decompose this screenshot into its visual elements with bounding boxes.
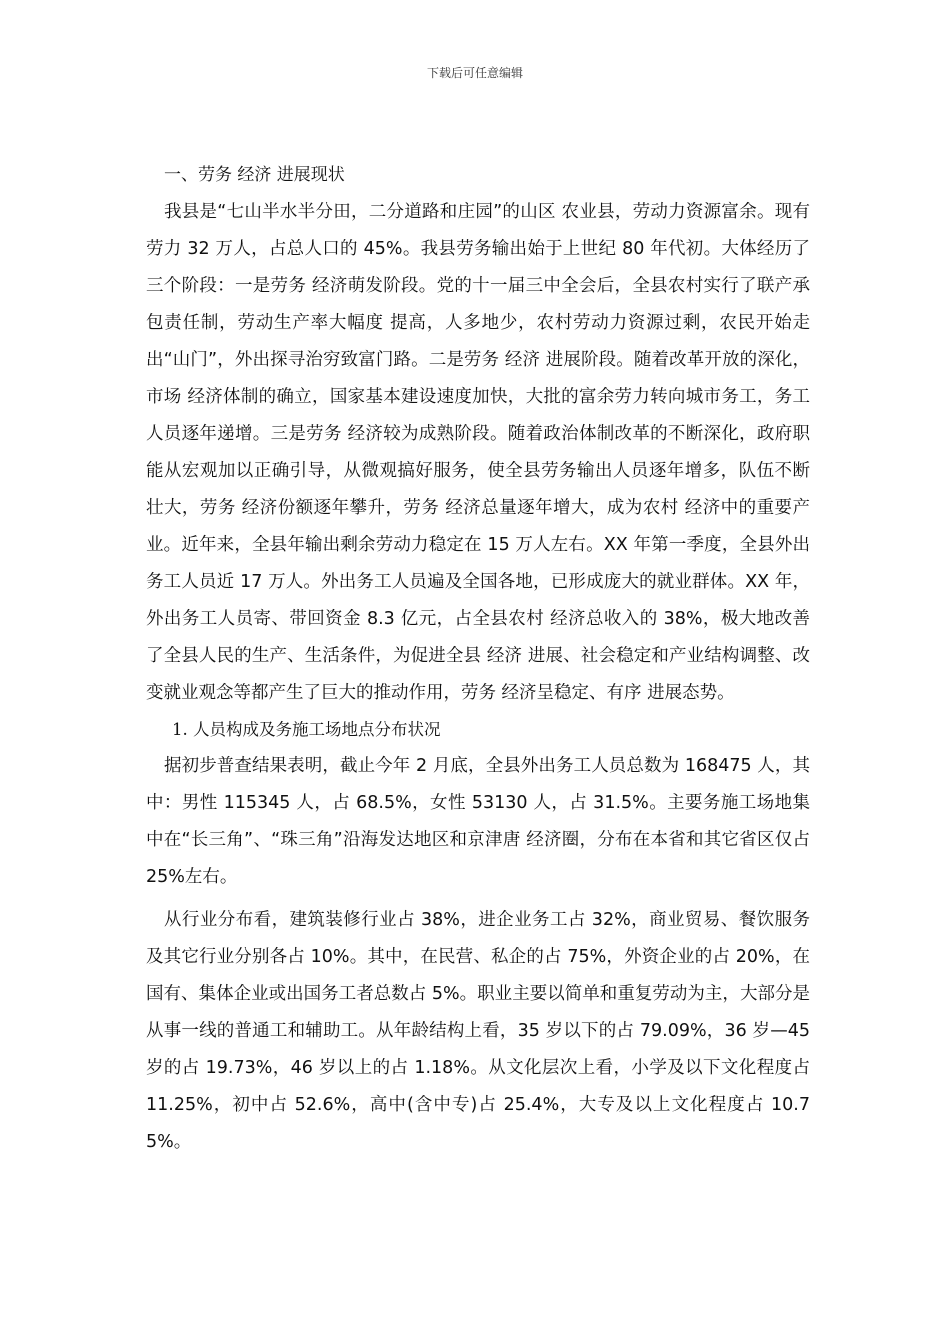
section-title: 一、劳务 经济 进展现状 bbox=[164, 165, 345, 185]
subsection-title: 1. 人员构成及务施工场地点分布状况 bbox=[172, 720, 441, 739]
document-body bbox=[146, 156, 810, 1161]
paragraph-industry-distribution: 从行业分布看，建筑装修行业占 38%，进企业务工占 32%，商业贸易、餐饮服务及其它行业分别各占 10%。其中，在民营、私企的占 75%，外资企业的占 20%，在国有、集体企业或出国务工者总数占 5%。职业主要以简单和重复劳动为主，大部分是从事一线的普通工和辅助工。从年龄结构上看，35 岁以下的占 79.09%，36 岁—45 岁的占 19.73%，46 岁以上的占 1.18%。从文化层次上看，小学及以下文化程度占 11.25%，初中占 52.6%，高中(含中专)占 25.4%，大专及以上文化程度占 10.75%。 bbox=[146, 910, 810, 1152]
page-header-note: 下载后可任意编辑 bbox=[426, 66, 523, 80]
paragraph-survey-results: 据初步普查结果表明，截止今年 2 月底，全县外出务工人员总数为 168475 人，其中：男性 115345 人，占 68.5%，女性 53130 人，占 31.5%。主要务施工场地集中在“长三角”、“珠三角”沿海发达地区和京津唐 经济圈，分布在本省和其它省区仅占 25%左右。 bbox=[146, 756, 810, 887]
paragraph-overview: 我县是“七山半水半分田，二分道路和庄园”的山区 农业县，劳动力资源富余。现有劳力 32 万人，占总人口的 45%。我县劳务输出始于上世纪 80 年代初。大体经历了三个阶段：一是劳务 经济萌发阶段。党的十一届三中全会后，全县农村实行了联产承包责任制，劳动生产率大幅度 提高，人多地少，农村劳动力资源过剩，农民开始走出“山门”，外出探寻治穷致富门路。二是劳务 经济 进展阶段。随着改革开放的深化，市场 经济体制的确立，国家基本建设速度加快，大批的富余劳力转向城市务工，务工人员逐年递增。三是劳务 经济较为成熟阶段。随着政治体制改革的不断深化，政府职能从宏观加以正确引导，从微观搞好服务，使全县劳务输出人员逐年增多，队伍不断壮大，劳务 经济份额逐年攀升，劳务 经济总量逐年增大，成为农村 经济中的重要产业。近年来，全县年输出剩余劳动力稳定在 15 万人左右。XX 年第一季度，全县外出务工人员近 17 万人。外出务工人员遍及全国各地，已形成庞大的就业群体。XX 年，外出务工人员寄、带回资金 8.3 亿元，占全县农村 经济总收入的 38%，极大地改善了全县人民的生产、生活条件，为促进全县 经济 进展、社会稳定和产业结构调整、改变就业观念等都产生了巨大的推动作用，劳务 经济呈稳定、有序 进展态势。 bbox=[146, 202, 810, 703]
